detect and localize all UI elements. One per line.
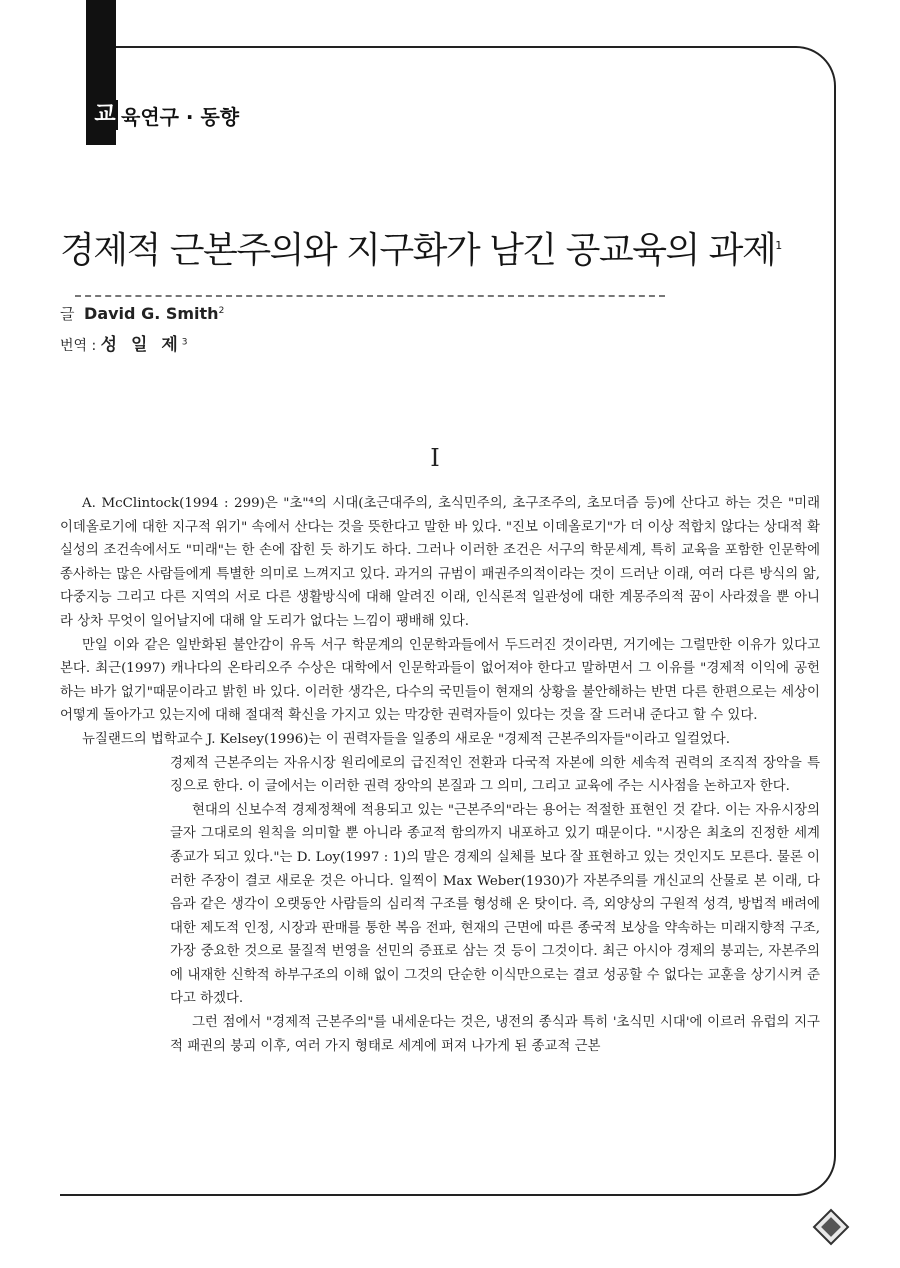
author-footnote: 2: [218, 306, 225, 316]
paragraph-6: 그런 점에서 "경제적 근본주의"를 내세운다는 것은, 냉전의 종식과 특히 '초식민 시대'에 이르러 유럽의 지구적 패권의 붕괴 이후, 여러 가지 형태로 세계에 퍼져 나가게 된 종교적 근본: [170, 1015, 820, 1054]
translator-prefix: 번역 :: [60, 338, 97, 354]
paragraph-2: 만일 이와 같은 일반화된 불안감이 유독 서구 학문계의 인문학과들에서 두드러진 것이라면, 거기에는 그럴만한 이유가 있다고 본다. 최근(1997) 캐나다의 온타리오주 수상은 대학에서 인문학과들이 없어져야 한다고 말하면서 그 이유를 "경제적 이익에 공헌하는 바가 없기"때문이라고 밝힌 바 있다. 이러한 생각은, 다수의 국민들이 현재의 상황을 불안해하는 반면 다른 한편으로는 세상이 어떻게 돌아가고 있는지에 대해 절대적 확신을 가지고 있는 막강한 권력자들이 있다는 것을 잘 드러내 준다고 할 수 있다.: [60, 637, 820, 724]
title-footnote: 1: [775, 239, 783, 252]
paragraph-5: 현대의 신보수적 경제정책에 적용되고 있는 "근본주의"라는 용어는 적절한 표현인 것 같다. 이는 자유시장의 글자 그대로의 원칙을 의미할 뿐 아니라 종교적 함의까지 내포하고 있기 때문이다. "시장은 최초의 진정한 세계 종교가 되고 있다."는 D. Loy(1997 : 1)의 말은 경제의 실체를 보다 잘 표현하고 있는 것인지도 모른다. 물론 이러한 주장이 결코 새로운 것은 아니다. 일찍이 Max Weber(1930)가 자본주의를 개신교의 산물로 본 이래, 다음과 같은 생각이 오랫동안 사람들의 심리적 구조를 형성해 온 탓이다. 즉, 외양상의 구원적 성격, 방법적 배려에 대한 제도적 인정, 시장과 판매를 통한 복음 전파, 현재의 근면에 따른 종국적 보상을 약속하는 미래지향적 구조, 가장 중요한 것으로 물질적 번영을 선민의 증표로 삼는 것 등이 그것이다. 최근 아시아 경제의 붕괴는, 자본주의에 내재한 신학적 하부구조의 이해 없이 그것의 단순한 이식만으로는 결코 성공할 수 없다는 교훈을 상기시켜 준다고 하겠다.: [170, 802, 820, 1007]
section-name: 육연구 · 동향: [121, 104, 240, 129]
article-body: [60, 492, 820, 1058]
section-label: [92, 100, 239, 130]
translator-footnote: 3: [181, 337, 188, 348]
author-name: David G. Smith: [84, 304, 219, 323]
translator-line: [60, 330, 188, 355]
paragraph-1: A. McClintock(1994 : 299)은 "초"⁴의 시대(초근대주의, 초식민주의, 초구조주의, 초모더즘 등)에 산다고 하는 것은 "미래 이데올로기에 대한 지구적 위기" 속에서 산다는 것을 뜻한다고 말한 바 있다. "진보 이데올로기"가 더 이상 적합치 않다는 상대적 확실성의 조건속에서도 "미래"는 한 손에 잡힌 듯 하기도 하다. 그러나 이러한 조건은 서구의 학문세계, 특히 교육을 포함한 인문학에 종사하는 많은 사람들에게 특별한 의미로 느껴지고 있다. 과거의 규범이 패권주의적이라는 것이 드러난 이래, 여러 다른 방식의 앎, 다중지능 그리고 다른 지역의 서로 다른 생활방식에 대해 알려진 이래, 인식론적 일관성에 대한 계몽주의적 꿈이 사라졌을 뿐 아니라 상차 무엇이 일어날지에 대해 알 도리가 없다는 느낌이 팽배해 있다.: [60, 496, 820, 629]
translator-name: 성 일 제: [100, 335, 182, 355]
paragraph-3: 뉴질랜드의 법학교수 J. Kelsey(1996)는 이 권력자들을 일종의 새로운 "경제적 근본주의자들"이라고 일컬었다.: [82, 731, 731, 747]
frame-rule: [60, 1194, 120, 1196]
author-line: [60, 303, 224, 324]
author-prefix: 글: [60, 305, 75, 323]
title-divider: [75, 295, 665, 297]
section-number: I: [430, 444, 440, 472]
paragraph-4: 경제적 근본주의는 자유시장 원리에로의 급진적인 전환과 다국적 자본에 의한 세속적 권력의 조직적 장악을 특징으로 한다. 이 글에서는 이러한 권력 장악의 본질과 그 의미, 그리고 교육에 주는 시사점을 논하고자 한다.: [170, 755, 820, 795]
title-text: 경제적 근본주의와 지구화가 남긴 공교육의 과제: [60, 230, 776, 271]
article-title: [60, 222, 783, 273]
section-initial: 교: [92, 100, 118, 130]
